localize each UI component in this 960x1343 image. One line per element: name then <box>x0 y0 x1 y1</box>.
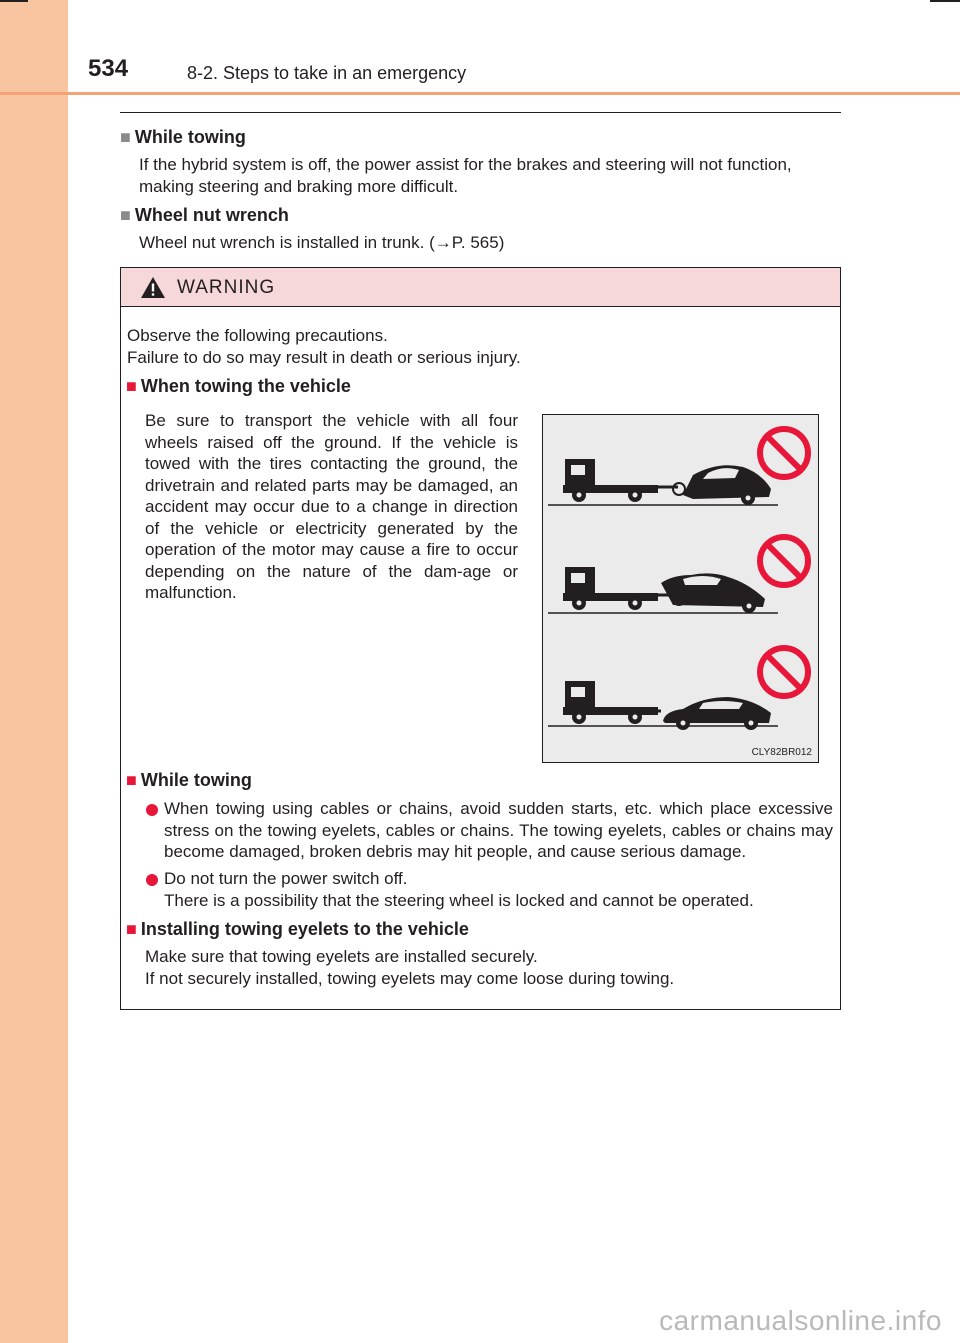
square-bullet-icon: ■ <box>120 127 131 147</box>
warning-intro-line1: Observe the following precautions. <box>127 326 388 345</box>
while-towing-bullet-2-line2: There is a possibility that the steering wheel is locked and cannot be operated. <box>164 891 754 910</box>
towing-vehicle-body: Be sure to transport the vehicle with all four wheels raised off the ground. If the vehicle is towed with the tires contacting the ground, the drivetrain and related parts may be damaged, an accident may occur due to a change in direction of the vehicle or electricity generated by the operation of the motor may cause a fire to occur depending on the nature of the dam-age or malfunction. <box>145 411 518 602</box>
square-bullet-icon: ■ <box>120 205 131 225</box>
tow-truck-prohibition-icon <box>543 415 818 762</box>
illustration-code: CLY82BR012 <box>751 747 812 758</box>
heading-when-towing-vehicle: ■ When towing the vehicle <box>126 376 351 396</box>
red-dot-bullet-icon <box>146 804 158 816</box>
red-square-bullet-icon: ■ <box>126 376 137 396</box>
heading-while-towing: ■ While towing <box>126 770 252 790</box>
eyelets-line-1: Make sure that towing eyelets are installed securely. <box>145 947 538 966</box>
side-tab-band <box>0 0 68 1343</box>
note-body-while-towing: If the hybrid system is off, the power assist for the brakes and steering will not function, making steering and braking more difficult. <box>139 155 792 196</box>
note-body-wheel-nut-wrench: Wheel nut wrench is installed in trunk. (→P. 565) <box>139 233 505 252</box>
crop-mark-right <box>930 0 960 2</box>
eyelets-line-2: If not securely installed, towing eyelets may come loose during towing. <box>145 969 675 988</box>
warning-box <box>120 267 841 1010</box>
page-number: 534 <box>88 55 129 82</box>
note-heading-wheel-nut-wrench: ■ Wheel nut wrench <box>120 205 289 225</box>
content-top-rule <box>120 112 841 113</box>
towing-prohibited-illustration <box>542 414 819 763</box>
section-title: 8-2. Steps to take in an emergency <box>187 63 467 83</box>
while-towing-bullet-2-line1: Do not turn the power switch off. <box>164 869 408 888</box>
warning-intro-line2: Failure to do so may result in death or serious injury. <box>127 348 521 367</box>
red-square-bullet-icon: ■ <box>126 770 137 790</box>
warning-triangle-icon <box>140 276 166 299</box>
red-dot-bullet-icon <box>146 874 158 886</box>
crop-mark-left <box>0 0 28 2</box>
warning-title: WARNING <box>177 277 276 298</box>
header-rule <box>0 92 960 95</box>
while-towing-bullet-1: When towing using cables or chains, avoid sudden starts, etc. which place excessive stress on the towing eyelets, cables or chains. The towing eyelets, cables or chains may become damaged, broken debris may hit people, and cause serious damage. <box>164 799 833 861</box>
warning-header <box>121 268 840 307</box>
watermark: carmanualsonline.info <box>659 1305 942 1336</box>
note-heading-while-towing: ■ While towing <box>120 127 246 147</box>
red-square-bullet-icon: ■ <box>126 919 137 939</box>
heading-installing-towing-eyelets: ■ Installing towing eyelets to the vehicle <box>126 919 469 939</box>
